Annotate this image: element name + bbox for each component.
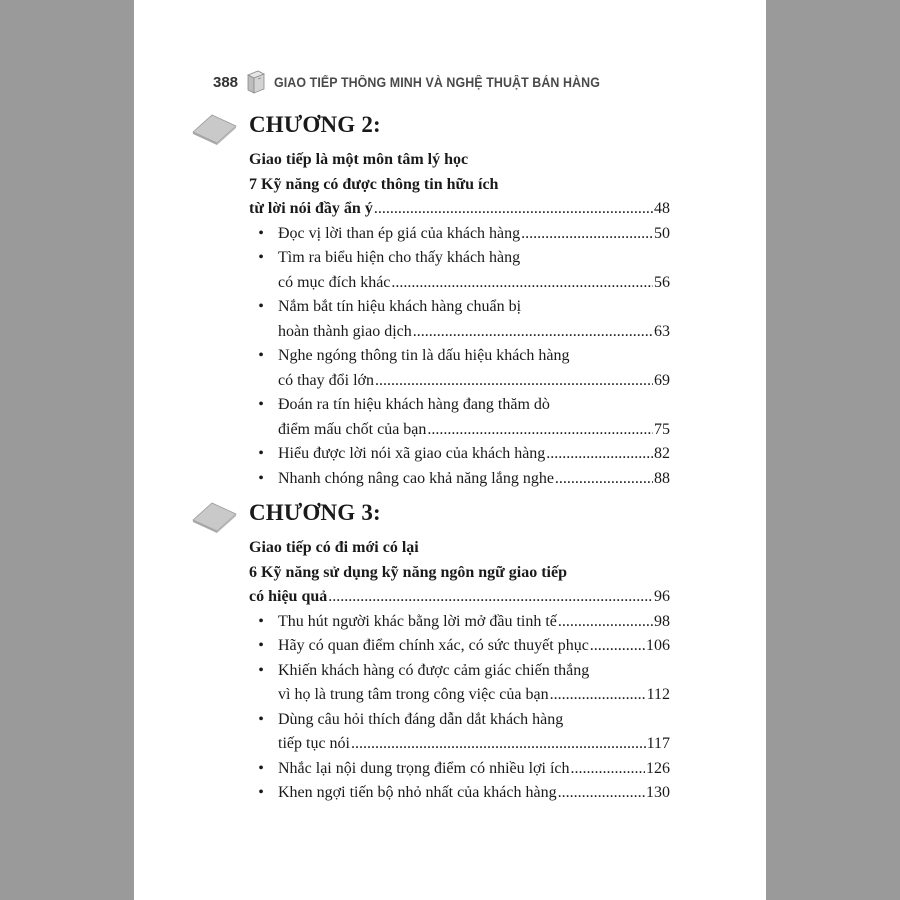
book-title: GIAO TIẾP THÔNG MINH VÀ NGHỆ THUẬT BÁN HÀNG — [274, 74, 600, 90]
dot-leader — [546, 442, 653, 467]
page-ref: 130 — [646, 784, 670, 801]
dot-leader — [351, 732, 646, 757]
toc-section-entry[interactable] — [249, 585, 670, 610]
page-ref: 56 — [654, 273, 670, 291]
entry-title-continued: vì họ là trung tâm trong công việc của bạn — [278, 686, 549, 703]
entry-title-continued: có thay đổi lớn — [278, 371, 374, 389]
bullet-icon: • — [258, 759, 264, 777]
chapter-title: CHƯƠNG 2: — [249, 112, 381, 137]
dot-leader — [571, 757, 645, 782]
dot-leader — [558, 781, 645, 806]
entry-title: Nghe ngóng thông tin là dấu hiệu khách hàng — [278, 347, 570, 364]
dot-leader — [590, 634, 645, 659]
dot-leader — [558, 610, 653, 635]
section-title-continued: từ lời nói đầy ẩn ý — [249, 200, 373, 217]
entry-title: Dùng câu hỏi thích đáng dẫn dắt khách hàng — [278, 710, 564, 728]
bullet-icon: • — [258, 612, 264, 630]
diamond-icon — [190, 112, 240, 146]
bullet-icon: • — [258, 396, 264, 413]
book-page — [134, 0, 766, 900]
bullet-icon: • — [258, 710, 264, 728]
chapter-heading — [190, 112, 670, 148]
section-title: 6 Kỹ năng sử dụng kỹ năng ngôn ngữ giao tiếp — [249, 563, 567, 581]
entry-title: Nhắc lại nội dung trọng điểm có nhiều lợi ích — [278, 759, 570, 777]
book-icon — [246, 70, 266, 94]
page-ref: 106 — [646, 637, 670, 654]
dot-leader — [550, 683, 646, 708]
entry-title-continued: điểm mấu chốt của bạn — [278, 420, 427, 438]
dot-leader — [374, 197, 653, 222]
bullet-icon: • — [258, 445, 264, 462]
toc-section-entry[interactable] — [249, 197, 670, 222]
entry-title-continued: có mục đích khác — [278, 273, 391, 291]
bullet-icon: • — [258, 784, 264, 801]
bullet-icon: • — [258, 249, 264, 266]
dot-leader — [521, 222, 653, 247]
entry-title: Đọc vị lời than ép giá của khách hàng — [278, 224, 521, 242]
toc-entry[interactable] — [190, 757, 670, 782]
entry-title: Thu hút người khác bằng lời mở đầu tinh tế — [278, 612, 557, 630]
section-title-continued: có hiệu quả — [249, 588, 328, 605]
toc-entry[interactable] — [190, 222, 670, 247]
page-ref: 48 — [654, 200, 670, 217]
page-ref: 96 — [654, 588, 670, 605]
entry-title-continued: tiếp tục nói — [278, 735, 350, 752]
chapter-heading — [190, 500, 670, 536]
toc-entry[interactable] — [190, 610, 670, 635]
bullet-icon: • — [258, 224, 264, 242]
toc-entry[interactable] — [190, 659, 670, 708]
page-number: 388 — [213, 73, 239, 91]
diamond-icon — [190, 500, 240, 534]
page-ref: 88 — [654, 469, 670, 487]
entry-title: Hiểu được lời nói xã giao của khách hàng — [278, 445, 546, 462]
entry-title: Hãy có quan điểm chính xác, có sức thuyết phục — [278, 637, 589, 654]
entry-title: Tìm ra biểu hiện cho thấy khách hàng — [278, 249, 521, 266]
entry-title: Nhanh chóng nâng cao khả năng lắng nghe — [278, 469, 554, 487]
bullet-icon: • — [258, 298, 264, 315]
page-ref: 50 — [654, 224, 670, 242]
dot-leader — [427, 418, 653, 443]
toc-entry[interactable] — [190, 344, 670, 393]
chapter-subtitle: Giao tiếp có đi mới có lại — [249, 539, 419, 556]
toc-entry[interactable] — [190, 393, 670, 442]
bullet-icon: • — [258, 661, 264, 679]
entry-title: Khiến khách hàng có được cảm giác chiến thắng — [278, 661, 590, 679]
bullet-icon: • — [258, 637, 264, 654]
page-ref: 69 — [654, 371, 670, 389]
bullet-icon: • — [258, 347, 264, 364]
entry-title-continued: hoàn thành giao dịch — [278, 322, 412, 340]
toc-entry[interactable] — [190, 295, 670, 344]
bullet-icon: • — [258, 469, 264, 487]
page-ref: 75 — [654, 420, 670, 438]
entry-title: Đoán ra tín hiệu khách hàng đang thăm dò — [278, 396, 550, 413]
toc-entry[interactable] — [190, 442, 670, 467]
dot-leader — [391, 271, 653, 296]
toc-entry[interactable] — [190, 467, 670, 492]
chapter-block — [190, 500, 670, 806]
toc-entry[interactable] — [190, 246, 670, 295]
section-title: 7 Kỹ năng có được thông tin hữu ích — [249, 175, 499, 193]
entry-title: Nắm bắt tín hiệu khách hàng chuẩn bị — [278, 298, 522, 315]
chapter-block — [190, 112, 670, 491]
running-header — [213, 70, 628, 94]
toc-entry[interactable] — [190, 781, 670, 806]
page-ref: 63 — [654, 322, 670, 340]
toc-entry[interactable] — [190, 708, 670, 757]
chapter-subtitle: Giao tiếp là một môn tâm lý học — [249, 151, 469, 168]
dot-leader — [555, 467, 653, 492]
dot-leader — [413, 320, 653, 345]
dot-leader — [328, 585, 653, 610]
page-ref: 112 — [646, 686, 670, 703]
page-ref: 82 — [654, 445, 670, 462]
dot-leader — [375, 369, 653, 394]
entry-title: Khen ngợi tiến bộ nhỏ nhất của khách hàng — [278, 784, 557, 801]
chapter-title: CHƯƠNG 3: — [249, 500, 381, 525]
page-ref: 98 — [654, 612, 670, 630]
page-ref: 117 — [646, 735, 670, 752]
page-ref: 126 — [646, 759, 670, 777]
toc-entry[interactable] — [190, 634, 670, 659]
